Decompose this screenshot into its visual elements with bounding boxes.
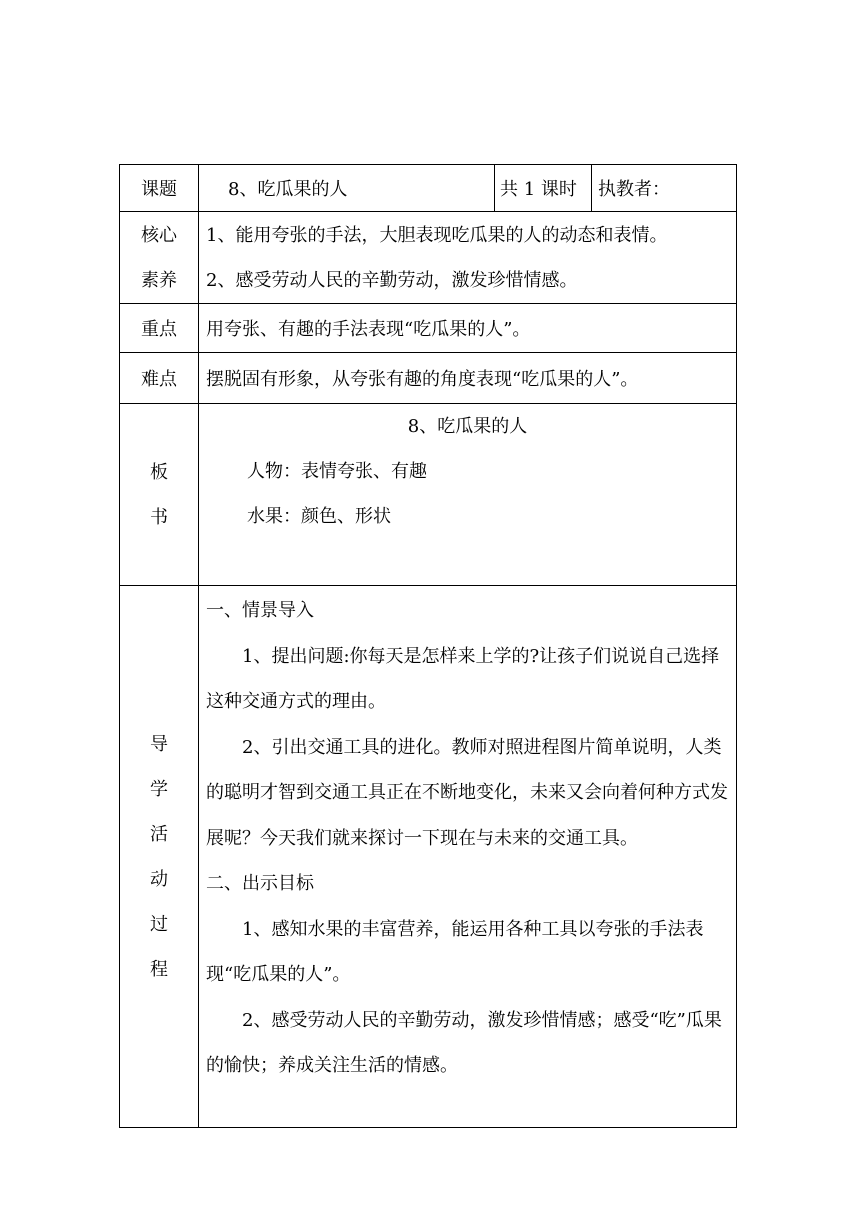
row-process <box>120 586 737 1128</box>
core-item-1: 1、能用夸张的手法，大胆表现吃瓜果的人的动态和表情。 <box>206 224 668 246</box>
lesson-period: 共 1 课时 <box>495 165 592 212</box>
label-process-char-1: 导 <box>150 733 168 755</box>
board-line-fruit: 水果：颜色、形状 <box>247 506 391 527</box>
row-core-literacy <box>120 212 737 304</box>
section-heading-goals: 二、出示目标 <box>206 873 314 894</box>
label-board-line-2: 书 <box>150 506 168 528</box>
section-heading-intro: 一、情景导入 <box>206 600 314 621</box>
row-lesson-title <box>120 165 737 212</box>
board-line-characters: 人物：表情夸张、有趣 <box>247 461 427 482</box>
key-point-text: 用夸张、有趣的手法表现“吃瓜果的人”。 <box>199 304 737 353</box>
board-title: 8、吃瓜果的人 <box>407 416 528 437</box>
label-process <box>120 586 199 1128</box>
label-process-char-2: 学 <box>150 778 168 800</box>
lesson-title-value <box>199 165 495 212</box>
goals-paragraph-1: 1、感知水果的丰富营养，能运用各种工具以夸张的手法表现“吃瓜果的人”。 <box>206 918 704 985</box>
intro-paragraph-2: 2、引出交通工具的进化。教师对照进程图片简单说明，人类的聪明才智到交通工具正在不断地变化，未来又会向着何种方式发展呢？今天我们就来探讨一下现在与未来的交通工具。 <box>206 736 728 849</box>
row-key-point <box>120 304 737 353</box>
goals-paragraph-2: 2、感受劳动人民的辛勤劳动，激发珍惜情感；感受“吃”瓜果的愉快；养成关注生活的情感。 <box>206 1009 722 1076</box>
label-process-char-4: 动 <box>150 868 168 890</box>
label-core-literacy <box>120 212 199 304</box>
label-core-line-2: 素养 <box>141 269 177 291</box>
row-difficulty <box>120 353 737 404</box>
label-process-char-3: 活 <box>150 823 168 845</box>
label-board-line-1: 板 <box>150 461 168 483</box>
difficulty-text: 摆脱固有形象，从夸张有趣的角度表现“吃瓜果的人”。 <box>199 353 737 404</box>
label-board <box>120 404 199 586</box>
label-lesson-title: 课题 <box>120 165 199 212</box>
core-item-2: 2、感受劳动人民的辛勤劳动，激发珍惜情感。 <box>206 269 578 291</box>
row-board <box>120 404 737 586</box>
label-core-line-1: 核心 <box>141 224 177 246</box>
label-difficulty: 难点 <box>120 353 199 404</box>
lesson-plan-table <box>119 164 737 1128</box>
label-process-char-5: 过 <box>150 913 168 935</box>
board-content <box>199 404 737 586</box>
process-content <box>199 586 737 1128</box>
core-literacy-content <box>199 212 737 304</box>
lesson-teacher: 执教者： <box>592 165 737 212</box>
label-process-char-6: 程 <box>150 958 168 980</box>
label-key-point: 重点 <box>120 304 199 353</box>
lesson-title-text: 8、吃瓜果的人 <box>228 179 348 200</box>
intro-paragraph-1: 1、提出问题:你每天是怎样来上学的?让孩子们说说自己选择这种交通方式的理由。 <box>206 645 720 712</box>
